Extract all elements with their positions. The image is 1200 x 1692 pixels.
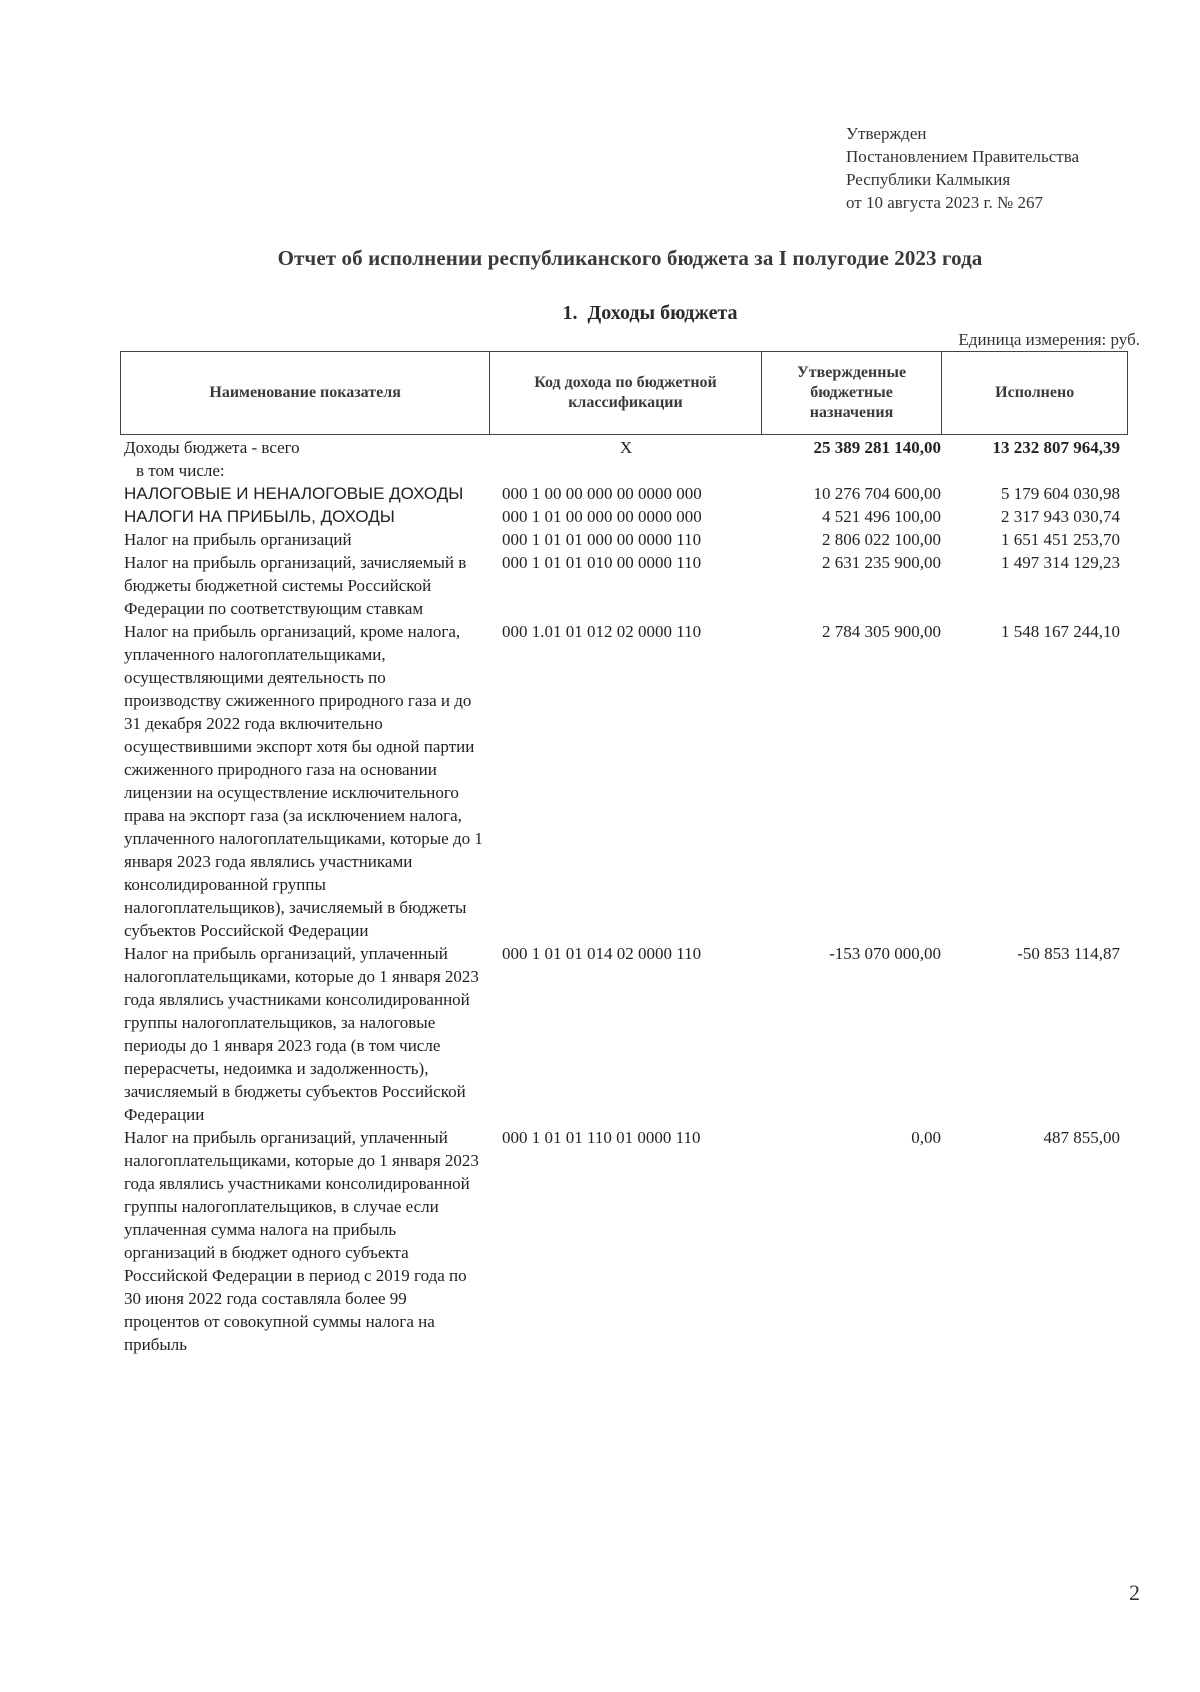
header-name: Наименование показателя — [121, 352, 490, 434]
table-row — [120, 459, 1128, 482]
row-executed — [943, 459, 1128, 482]
approval-line-4: от 10 августа 2023 г. № 267 — [846, 193, 1044, 212]
approval-line-3: Республики Калмыкия — [846, 170, 1011, 189]
header-executed: Исполнено — [995, 384, 1075, 401]
row-code: 000 1 00 00 000 00 0000 000 — [502, 484, 702, 503]
table-row — [120, 620, 1128, 942]
row-executed: 13 232 807 964,39 — [992, 438, 1120, 457]
row-approved: -153 070 000,00 — [829, 944, 941, 963]
row-executed: 2 317 943 030,74 — [1001, 507, 1120, 526]
approval-stamp — [846, 122, 1079, 214]
table-row — [120, 505, 1128, 528]
row-code: X — [619, 438, 633, 457]
row-approved: 25 389 281 140,00 — [813, 438, 941, 457]
document-title: Отчет об исполнении республиканского бюджета за I полугодие 2023 года — [277, 246, 983, 270]
row-approved: 0,00 — [911, 1128, 941, 1147]
approval-line-1: Утвержден — [846, 124, 927, 143]
row-executed: 487 855,00 — [1043, 1128, 1120, 1147]
row-approved: 2 631 235 900,00 — [822, 553, 941, 572]
row-name: в том числе: — [136, 461, 225, 480]
table-row — [120, 482, 1128, 505]
table-row — [120, 528, 1128, 551]
row-code — [490, 459, 762, 482]
row-name: Налог на прибыль организаций, уплаченный налогоплательщиками, которые до 1 января 2023 года являлись участниками консолидированной группы налогоплательщиков, за налоговые периоды до 1 января 2023 года (в том числе перерасчеты, недоимка и задолженность), зачисляемый в бюджеты субъектов Российской Федерации — [124, 944, 479, 1124]
section-number: 1. — [562, 302, 578, 324]
table-header — [120, 351, 1128, 435]
row-name: Доходы бюджета - всего — [124, 438, 300, 457]
row-name: НАЛОГИ НА ПРИБЫЛЬ, ДОХОДЫ — [124, 507, 395, 526]
row-executed: 5 179 604 030,98 — [1001, 484, 1120, 503]
unit-of-measure: Единица измерения: руб. — [958, 330, 1140, 349]
row-name: Налог на прибыль организаций, кроме налога, уплаченного налогоплательщиками, осуществляющими деятельность по производству сжиженного природного газа и до 31 декабря 2022 года включительно осуществившими экспорт хотя бы одной партии сжиженного природного газа на основании лицензии на осуществление исключительного права на экспорт газа (за исключением налога, уплаченного налогоплательщиками, которые до 1 января 2023 года являлись участниками консолидированной группы налогоплательщиков), зачисляемый в бюджеты субъектов Российской Федерации — [124, 622, 483, 940]
section-heading — [0, 302, 1200, 325]
row-code: 000 1.01 01 012 02 0000 110 — [502, 622, 702, 641]
header-approved: Утвержденные бюджетные назначения — [762, 352, 943, 434]
row-executed: -50 853 114,87 — [1017, 944, 1120, 963]
row-name: НАЛОГОВЫЕ И НЕНАЛОГОВЫЕ ДОХОДЫ — [124, 484, 464, 503]
approval-line-2: Постановлением Правительства — [846, 147, 1080, 166]
table-row — [120, 1126, 1128, 1356]
table-body — [120, 436, 1128, 1356]
row-approved: 2 784 305 900,00 — [822, 622, 941, 641]
table-row — [120, 942, 1128, 1126]
row-approved: 2 806 022 100,00 — [822, 530, 941, 549]
row-name: Налог на прибыль организаций, уплаченный налогоплательщиками, которые до 1 января 2023 года являлись участниками консолидированной группы налогоплательщиков, в случае если уплаченная сумма налога на прибыль организаций в бюджет одного субъекта Российской Федерации в период с 2019 года по 30 июня 2022 года составляла более 99 процентов от совокупной суммы налога на прибыль — [124, 1128, 479, 1354]
table-row — [120, 436, 1128, 459]
row-name: Налог на прибыль организаций — [124, 530, 352, 549]
row-executed: 1 497 314 129,23 — [1001, 553, 1120, 572]
row-code: 000 1 01 01 010 00 0000 110 — [502, 553, 702, 572]
header-code: Код дохода по бюджетной классификации — [490, 352, 761, 434]
section-title: Доходы бюджета — [587, 302, 738, 324]
row-executed: 1 548 167 244,10 — [1001, 622, 1120, 641]
row-code: 000 1 01 01 000 00 0000 110 — [502, 530, 702, 549]
row-code: 000 1 01 01 110 01 0000 110 — [502, 1128, 701, 1147]
row-approved: 4 521 496 100,00 — [822, 507, 941, 526]
row-code: 000 1 01 01 014 02 0000 110 — [502, 944, 702, 963]
row-code: 000 1 01 00 000 00 0000 000 — [502, 507, 702, 526]
table-row — [120, 551, 1128, 620]
row-executed: 1 651 451 253,70 — [1001, 530, 1120, 549]
page-number: 2 — [1129, 1580, 1140, 1605]
row-approved — [762, 459, 943, 482]
row-approved: 10 276 704 600,00 — [813, 484, 941, 503]
row-name: Налог на прибыль организаций, зачисляемый в бюджеты бюджетной системы Российской Федерации по соответствующим ставкам — [124, 553, 467, 618]
